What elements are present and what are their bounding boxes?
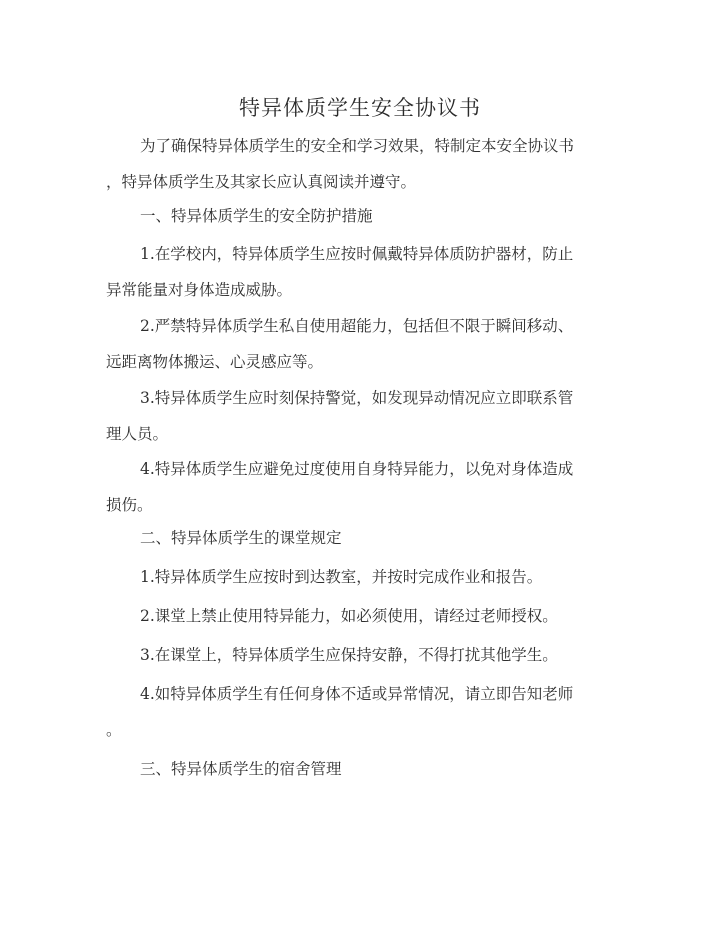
item-line-2: 。	[106, 721, 122, 739]
section-heading-text: 二、特异体质学生的课堂规定	[140, 529, 342, 547]
document-title: 特异体质学生安全协议书	[239, 96, 481, 120]
section-heading-1	[106, 198, 614, 234]
section-2-item-3	[106, 637, 614, 673]
item-line-2: 异常能量对身体造成威胁。	[106, 281, 293, 299]
intro-line-2: ，特异体质学生及其家长应认真阅读并遵守。	[106, 173, 417, 191]
section-1-item-2	[106, 308, 614, 380]
section-heading-3	[106, 751, 614, 787]
item-line-1: 1.特异体质学生应按时到达教室，并按时完成作业和报告。	[140, 568, 543, 586]
section-2-item-1	[106, 559, 614, 595]
item-line-2: 损伤。	[106, 496, 153, 514]
item-line-1: 1.在学校内，特异体质学生应按时佩戴特异体质防护器材，防止	[140, 245, 574, 263]
item-line-2: 远距离物体搬运、心灵感应等。	[106, 353, 324, 371]
section-heading-2	[106, 520, 614, 556]
section-1-item-3	[106, 380, 614, 452]
section-heading-text: 一、特异体质学生的安全防护措施	[140, 207, 373, 225]
item-line-2: 理人员。	[106, 425, 169, 443]
section-1-item-4	[106, 451, 614, 523]
item-line-1: 4.如特异体质学生有任何身体不适或异常情况，请立即告知老师	[140, 685, 574, 703]
item-line-1: 4.特异体质学生应避免过度使用自身特异能力，以免对身体造成	[140, 460, 574, 478]
section-heading-text: 三、特异体质学生的宿舍管理	[140, 760, 342, 778]
section-1-item-1	[106, 236, 614, 308]
intro-paragraph	[106, 128, 614, 200]
section-2-item-2	[106, 598, 614, 634]
item-line-1: 2.课堂上禁止使用特异能力，如必须使用，请经过老师授权。	[140, 607, 558, 625]
item-line-1: 3.特异体质学生应时刻保持警觉，如发现异动情况应立即联系管	[140, 389, 574, 407]
item-line-1: 3.在课堂上，特异体质学生应保持安静，不得打扰其他学生。	[140, 646, 558, 664]
intro-line-1: 为了确保特异体质学生的安全和学习效果，特制定本安全协议书	[140, 137, 575, 155]
item-line-1: 2.严禁特异体质学生私自使用超能力，包括但不限于瞬间移动、	[140, 317, 574, 335]
section-2-item-4	[106, 676, 614, 748]
